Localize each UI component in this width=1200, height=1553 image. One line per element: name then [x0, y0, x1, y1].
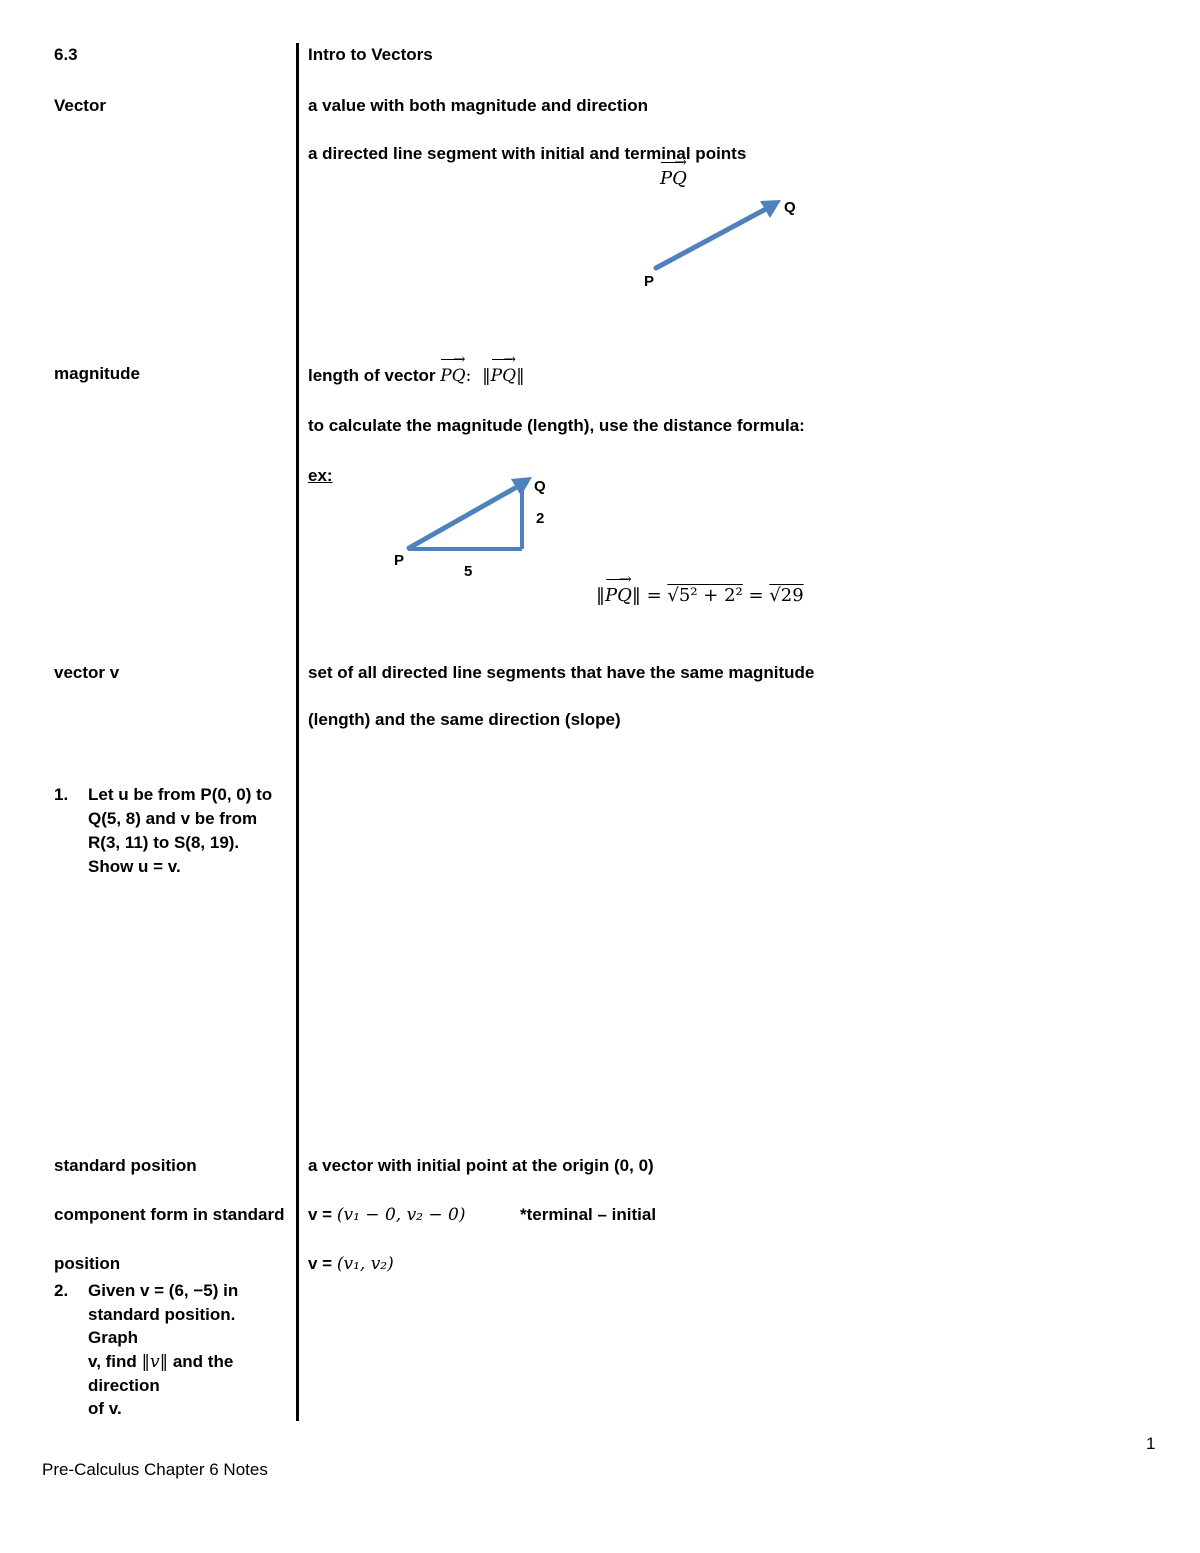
triangle-figure: [0, 0, 1, 1]
magnitude-colon: :: [465, 366, 483, 386]
fig2-point-q: Q: [534, 478, 546, 495]
section-number: 6.3: [54, 45, 78, 64]
problem-2-text: v, find: [88, 1352, 142, 1371]
fig1-point-p: P: [644, 273, 655, 290]
calc-sqrt-result: √29: [769, 585, 804, 606]
magnitude-norm-pq: → PQ: [491, 365, 516, 387]
distance-formula-text: to calculate the magnitude (length), use the distance formula:: [308, 416, 805, 435]
term-component-form: component form in standard: [54, 1205, 285, 1224]
vector-definition-2: a directed line segment with initial and terminal points: [308, 144, 747, 163]
component-form-math: (v₁, v₂): [336, 1254, 394, 1274]
component-form-line-1: [308, 1204, 466, 1226]
pq-label: [660, 168, 687, 190]
terminal-initial-note: *terminal – initial: [520, 1205, 657, 1224]
pq-vector-notation: → PQ: [660, 168, 687, 190]
fig1-point-q: Q: [784, 199, 796, 216]
fig2-horizontal-leg-label: 5: [464, 563, 473, 580]
problem-1-line: Q(5, 8) and v be from: [88, 809, 258, 828]
problem-2-line: standard position.: [88, 1305, 236, 1324]
term-standard-position: standard position: [54, 1156, 197, 1175]
norm-close: ‖: [516, 366, 525, 386]
component-form-math: (v₁ − 0, v₂ − 0): [336, 1205, 466, 1225]
calc-equals: =: [640, 585, 668, 606]
vector-definition-1: a value with both magnitude and direction: [308, 96, 649, 115]
magnitude-definition: [308, 365, 525, 387]
component-form-prefix: v =: [308, 1205, 337, 1224]
page-title: Intro to Vectors: [308, 45, 433, 64]
calc-norm-close: ‖: [631, 585, 641, 606]
calc-pq: → PQ: [605, 585, 632, 607]
magnitude-calculation: [596, 585, 804, 607]
component-form-prefix: v =: [308, 1254, 337, 1273]
calc-equals: =: [742, 585, 770, 606]
vector-v-definition-1: set of all directed line segments that have the same magnitude: [308, 663, 815, 682]
calc-norm-open: ‖: [596, 585, 605, 606]
fig2-vertical-leg-label: 2: [536, 510, 545, 527]
problem-2-line: direction: [88, 1376, 160, 1395]
vector-v-definition-2: (length) and the same direction (slope): [308, 710, 621, 729]
problem-2-line: Given v = (6, −5) in: [88, 1281, 239, 1300]
norm-v: ‖v‖: [141, 1352, 169, 1372]
magnitude-pq: → PQ: [440, 365, 465, 387]
component-form-line-2: [308, 1253, 394, 1275]
problem-2-line: [88, 1351, 233, 1373]
problem-2-line: Graph: [88, 1328, 139, 1347]
standard-position-definition: a vector with initial point at the origin (0, 0): [308, 1156, 654, 1175]
problem-1-line: Let u be from P(0, 0) to: [88, 785, 273, 804]
problem-1-number: 1.: [54, 785, 69, 804]
fig2-point-p: P: [394, 552, 405, 569]
column-divider: [296, 43, 299, 1421]
term-vector: Vector: [54, 96, 106, 115]
footer-course-title: Pre-Calculus Chapter 6 Notes: [42, 1460, 268, 1479]
triangle-hypotenuse-arrow-shaft: [409, 488, 515, 548]
problem-2-number: 2.: [54, 1281, 69, 1300]
problem-2-line: of v.: [88, 1399, 122, 1418]
norm-open: ‖: [482, 366, 491, 386]
problem-2-text: and the: [168, 1352, 234, 1371]
term-magnitude: magnitude: [54, 364, 140, 383]
problem-1-line: Show u = v.: [88, 857, 181, 876]
problem-1-line: R(3, 11) to S(8, 19).: [88, 833, 240, 852]
example-label: ex:: [308, 466, 333, 485]
vector-pq-arrow-shaft: [656, 210, 764, 268]
term-position: position: [54, 1254, 121, 1273]
calc-sqrt-expression: √5² + 2²: [667, 585, 743, 606]
page-number: 1: [1146, 1434, 1156, 1453]
magnitude-text: length of vector: [308, 366, 441, 385]
term-vector-v: vector v: [54, 663, 120, 682]
